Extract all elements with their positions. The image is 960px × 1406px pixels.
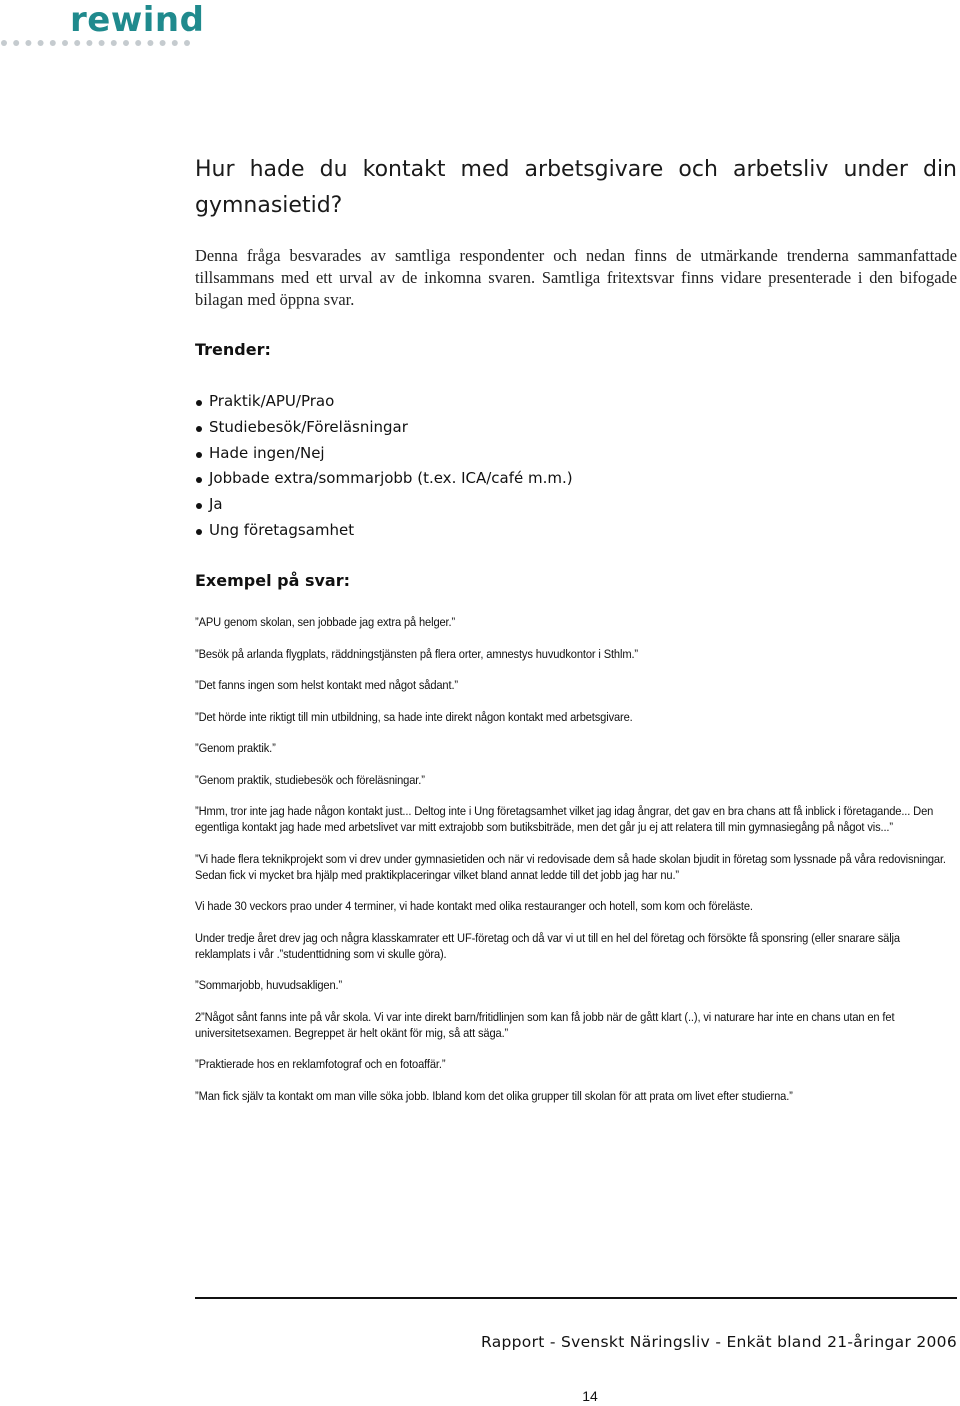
footer-report-title: Rapport - Svenskt Näringsliv - Enkät bland 21-åringar 2006 (480, 1333, 957, 1351)
logo (0, 0, 220, 50)
trend-item (195, 415, 573, 441)
trend-item (195, 466, 573, 492)
example-quote: ”Genom praktik, studiebesök och föreläsningar.” (195, 772, 425, 787)
trend-label: Hade ingen/Nej (209, 443, 325, 462)
example-quote: Vi hade 30 veckors prao under 4 terminer, vi hade kontakt med olika restauranger och hotell, som kom och föreläste. (195, 899, 753, 913)
example-quote: Under tredje året drev jag och några klasskamrater ett UF-företag och då var vi ut till en hel del företag och försökte få sponsring (eller snarare sälja reklamplats i vår .”studenttidning som vi skulle göra). (195, 930, 900, 961)
example-quote: ”Vi hade flera teknikprojekt som vi drev under gymnasietiden och när vi redovisade dem så hade skolan bjudit in företag som lyssnade på våra redovisningar. Sedan fick vi mycket bra hjälp med praktikplaceringar vilket bland annat ledde till det jobb jag har nu.” (195, 851, 946, 882)
trend-label: Ja (209, 495, 223, 514)
trend-label: Ung företagsamhet (209, 520, 355, 539)
page-number: 14 (582, 1388, 598, 1404)
bullet-icon (196, 452, 202, 458)
logo-dot (172, 40, 178, 46)
example-quote: ”Besök på arlanda flygplats, räddningstjänsten på flera orter, amnestys huvudkontor i Sthlm.” (195, 646, 638, 661)
trend-item (195, 492, 573, 518)
logo-dot (99, 40, 105, 46)
bullet-icon (196, 426, 202, 432)
trend-item (195, 389, 573, 415)
example-quote: ”Det fanns ingen som helst kontakt med något sådant.” (195, 678, 458, 692)
logo-dot (50, 40, 56, 46)
example-quote: ”Praktierade hos en reklamfotograf och en fotoaffär.” (195, 1057, 446, 1071)
logo-dot (1, 40, 7, 46)
examples-list (195, 614, 957, 1119)
trends-list (195, 389, 573, 544)
logo-dot (25, 40, 31, 46)
logo-dot (147, 40, 153, 46)
example-quote: ”Genom praktik.” (195, 741, 276, 755)
page-title: Hur hade du kontakt med arbetsgivare och arbetsliv under din gymnasietid? (195, 157, 957, 218)
examples-heading: Exempel på svar: (195, 571, 350, 590)
example-quote: ”Hmm, tror inte jag hade någon kontakt just... Deltog inte i Ung företagsamhet vilket jag idag ångrar, det gav en bra chans att få inblick i företagande... Den egentliga kontakt jag hade med arbetslivet var mitt extrajobb som butiksbiträde, men det går ju ej att relatera till min gymnasiegång på något vis...” (195, 804, 934, 834)
trend-item (195, 518, 573, 544)
logo-dot (160, 40, 166, 46)
example-quote: ”Det hörde inte riktigt till min utbildning, sa hade inte direkt någon kontakt med arbetsgivare. (195, 709, 633, 724)
example-quote: ”Man fick själv ta kontakt om man ville söka jobb. Ibland kom det olika grupper till skolan för att prata om livet efter studierna.” (195, 1088, 793, 1103)
logo-dot (135, 40, 141, 46)
trend-item (195, 441, 573, 467)
intro-paragraph: Denna fråga besvarades av samtliga respondenter och nedan finns de utmärkande trenderna sammanfattade tillsammans med ett urval av de inkomna svaren. Samtliga fritextsvar finns vidare presenterade i den bifogade bilagan med öppna svar. (195, 246, 957, 309)
bullet-icon (196, 400, 202, 406)
logo-dot (184, 40, 190, 46)
bullet-icon (196, 503, 202, 509)
logo-dot (38, 40, 44, 46)
bullet-icon (196, 529, 202, 535)
trends-heading: Trender: (195, 340, 271, 359)
trend-label: Studiebesök/Föreläsningar (209, 417, 408, 436)
footer-divider (195, 1297, 957, 1299)
bullet-icon (196, 477, 202, 483)
logo-dot (62, 40, 68, 46)
logo-dot (123, 40, 129, 46)
logo-dot (13, 40, 19, 46)
logo-dot (111, 40, 117, 46)
example-quote: ”Sommarjobb, huvudsakligen.” (195, 978, 343, 992)
logo-dot (74, 40, 80, 46)
example-quote: 2”Något sånt fanns inte på vår skola. Vi var inte direkt barn/fritidlinjen som kan få jobb när de gått klart (..), vi naturare har inte en chans utan en fet universitetsexamen. Begreppet är helt okänt för mig, så att säga.” (195, 1009, 895, 1040)
trend-label: Praktik/APU/Prao (209, 392, 335, 410)
logo-wordmark: rewind (70, 0, 205, 40)
logo-dot (86, 40, 92, 46)
trend-label: Jobbade extra/sommarjobb (t.ex. ICA/café m.m.) (209, 469, 573, 488)
example-quote: ”APU genom skolan, sen jobbade jag extra på helger.” (195, 615, 456, 629)
logo-dots-decoration (0, 38, 200, 48)
